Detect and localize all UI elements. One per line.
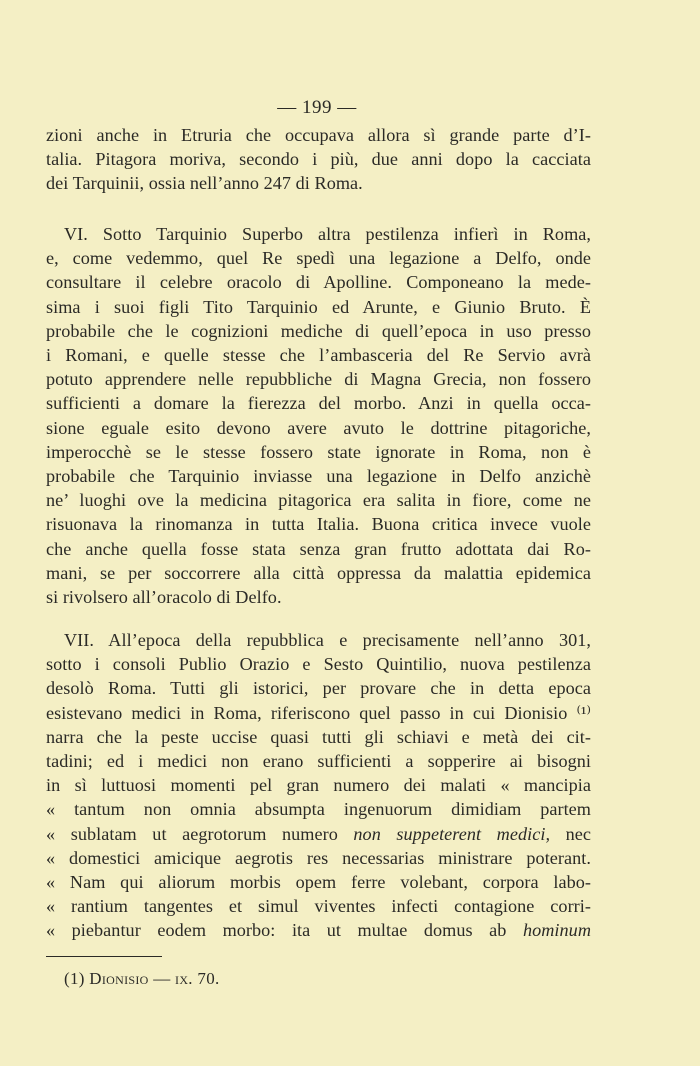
- text-line: ne’ luoghi ove la medicina pitagorica era salita in fiore, come ne: [46, 490, 591, 511]
- page-number: — 199 —: [277, 97, 357, 118]
- text-line: « domestici amicique aegrotis res necessarias ministrare poterant.: [46, 847, 591, 868]
- text-line: probabile che Tarquinio inviasse una legazione in Delfo anzichè: [46, 466, 591, 487]
- paragraph-2: [46, 222, 591, 609]
- text-line: VII. All’epoca della repubblica e precisamente nell’anno 301,: [64, 630, 591, 650]
- text-line: tadini; ed i medici non erano sufficienti a sopperire ai bisogni: [46, 751, 591, 772]
- text-line: potuto apprendere nelle repubbliche di Magna Grecia, non fossero: [46, 369, 591, 390]
- text-line: zioni anche in Etruria che occupava allora sì grande parte d’I-: [46, 125, 591, 145]
- text-line: imperocchè se le stesse fossero state ignorate in Roma, non è: [46, 441, 591, 462]
- text-fragment: nec: [550, 823, 591, 844]
- text-line: « Nam qui aliorum morbis opem ferre volebant, corpora labo-: [46, 872, 591, 893]
- footnote-author: Dionisio: [89, 969, 149, 988]
- italic-text-line: [46, 822, 591, 846]
- text-line: esistevano medici in Roma, riferiscono quel passo in cui Dionisio ⁽¹⁾: [46, 702, 591, 723]
- text-line: e, come vedemmo, quel Re spedì una legazione a Delfo, onde: [46, 248, 591, 269]
- footnote: [64, 969, 220, 989]
- text-line: narra che la peste uccise quasi tutti gli schiavi e metà dei cit-: [46, 726, 591, 747]
- text-line: sufficienti a domare la fierezza del morbo. Anzi in quella occa-: [46, 393, 591, 414]
- text-line: desolò Roma. Tutti gli istorici, per provare che in detta epoca: [46, 678, 591, 699]
- text-line: « rantium tangentes et simul viventes infecti contagione corri-: [46, 896, 591, 917]
- text-line: dei Tarquinii, ossia nell’anno 247 di Roma.: [46, 173, 363, 194]
- footnote-divider: [46, 956, 162, 957]
- text-line: che anche quella fosse stata senza gran frutto adottata dai Ro-: [46, 538, 591, 559]
- text-line: consultare il celebre oracolo di Apolline. Componeano la mede-: [46, 272, 591, 293]
- text-line: i Romani, e quelle stesse che l’ambasceria del Re Servio avrà: [46, 345, 591, 366]
- paragraph-3: [46, 628, 591, 943]
- text-line: probabile che le cognizioni mediche di quell’epoca in uso presso: [46, 320, 591, 341]
- text-line: talia. Pitagora moriva, secondo i più, due anni dopo la cacciata: [46, 149, 591, 170]
- text-line: « tantum non omnia absumpta ingenuorum dimidiam partem: [46, 799, 591, 820]
- text-line: mani, se per soccorrere alla città oppressa da malattia epidemica: [46, 562, 591, 583]
- italic-text-fragment: non suppeterent medici,: [353, 823, 551, 844]
- text-line: risuonava la rinomanza in tutta Italia. Buona critica invece vuole: [46, 514, 591, 535]
- italic-text-fragment: hominum: [522, 920, 591, 941]
- text-line: sima i suoi figli Tito Tarquinio ed Arunte, e Giunio Bruto. È: [46, 296, 591, 317]
- footnote-marker: (1): [64, 969, 85, 988]
- text-fragment: « piebantur eodem morbo: ita ut multae domus ab: [46, 920, 523, 941]
- footnote-reference: — ix. 70.: [148, 969, 220, 988]
- text-line: sione eguale esito devono avere avuto le dottrine pitagoriche,: [46, 417, 591, 438]
- text-line: si rivolsero all’oracolo di Delfo.: [46, 587, 282, 608]
- text-fragment: « sublatam ut aegrotorum numero: [46, 823, 354, 844]
- text-line: in sì luttuosi momenti pel gran numero dei malati « mancipia: [46, 775, 591, 796]
- final-text-line: [46, 918, 591, 942]
- text-line: VI. Sotto Tarquinio Superbo altra pestilenza infierì in Roma,: [64, 224, 591, 244]
- text-line: sotto i consoli Publio Orazio e Sesto Quintilio, nuova pestilenza: [46, 654, 591, 675]
- paragraph-1: [46, 123, 591, 196]
